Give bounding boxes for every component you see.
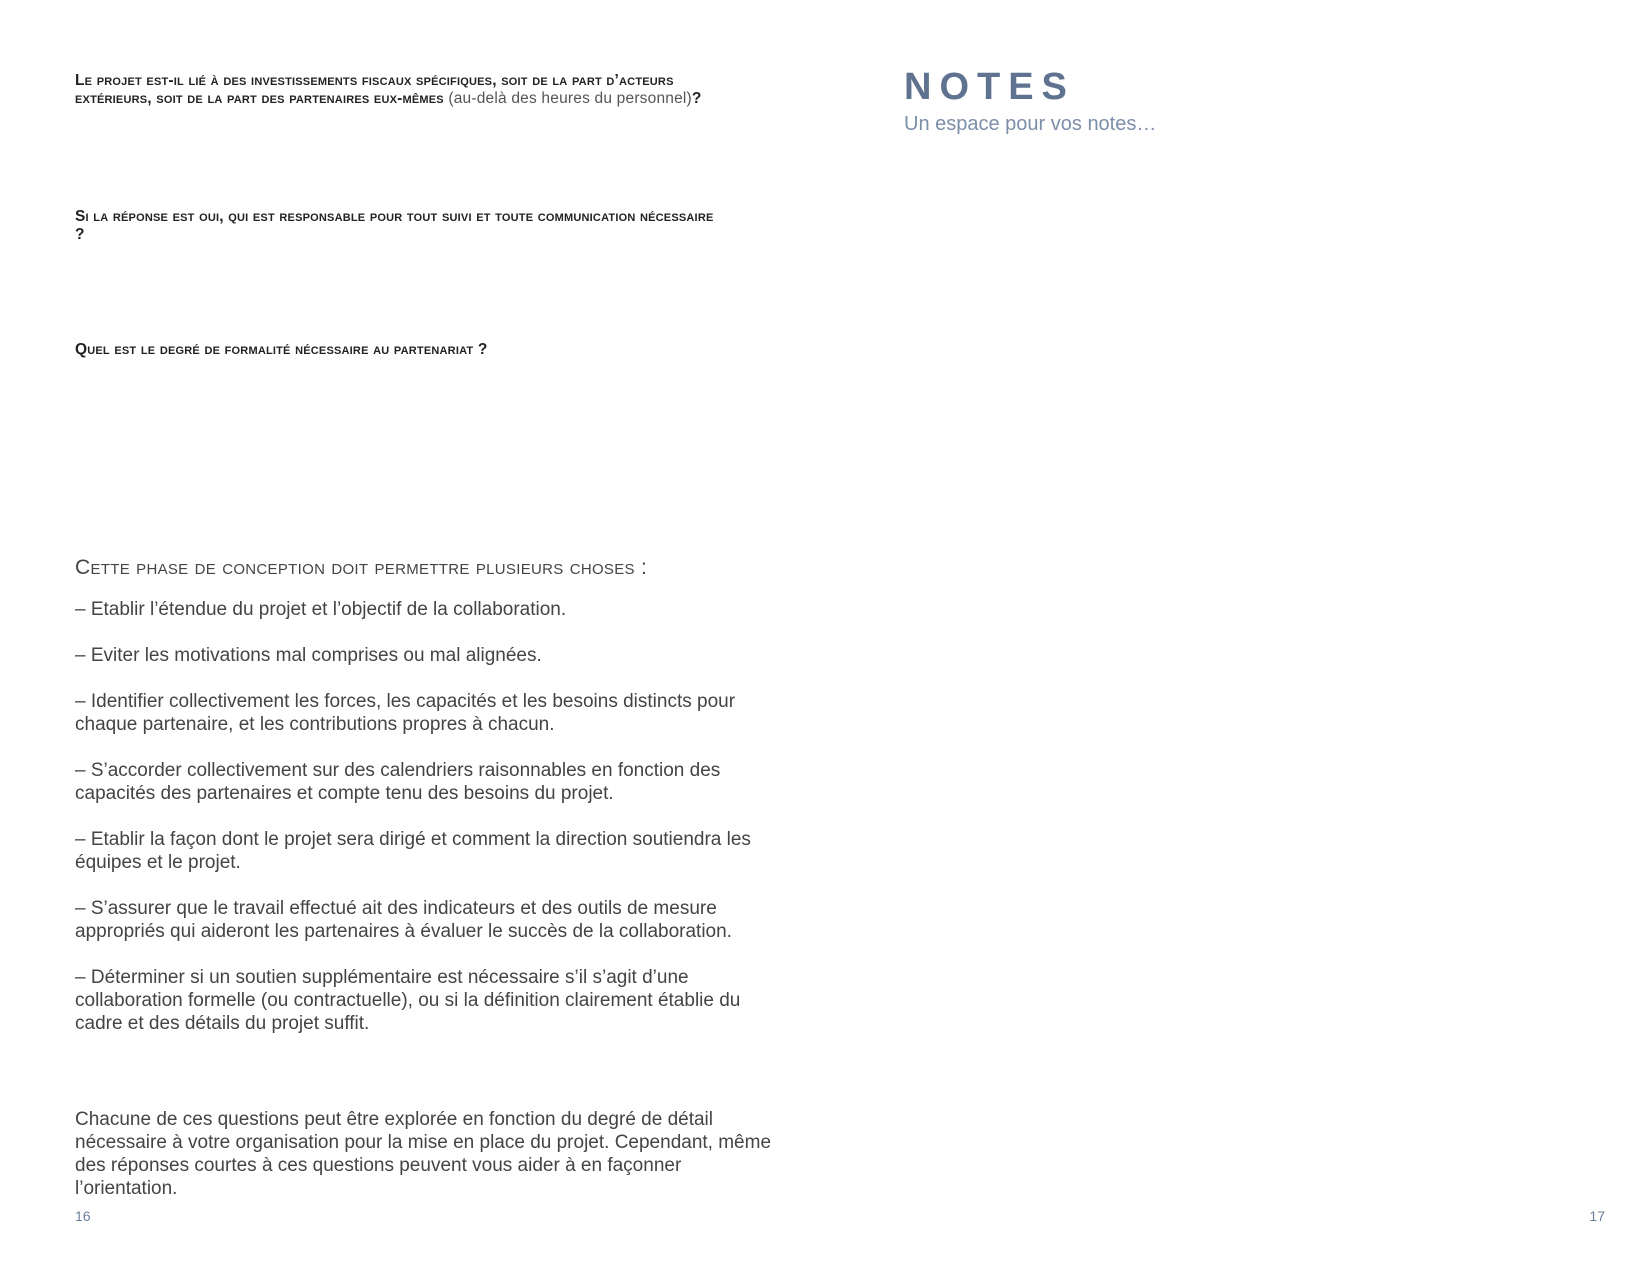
conception-goals-list xyxy=(75,598,775,1058)
list-item: – S’assurer que le travail effectué ait des indicateurs et des outils de mesure appropriés qui aideront les partenaires à évaluer le succès de la collaboration. xyxy=(75,898,732,942)
section-heading: Cette phase de conception doit permettre plusieurs choses : xyxy=(75,556,648,579)
notes-title: NOTES xyxy=(904,66,1075,108)
closing-paragraph: Chacune de ces questions peut être explorée en fonction du degré de détail nécessaire à votre organisation pour la mise en place du projet. Cependant, même des réponses courtes à ces questions peuvent vous aider à en façonner l’orientation. xyxy=(75,1109,772,1199)
list-item: – Etablir la façon dont le projet sera dirigé et comment la direction soutiendra les équipes et le projet. xyxy=(75,829,751,873)
question-note: (au-delà des heures du personnel) xyxy=(448,90,692,107)
list-item: – Eviter les motivations mal comprises ou mal alignées. xyxy=(75,645,542,666)
question-formality: Quel est le degré de formalité nécessaire au partenariat ? xyxy=(75,341,488,358)
question-text: Le projet est-il lié à des investissements fiscaux spécifiques, soit de la part d’acteurs extérieurs, soit de la part des partenaires eux-mêmes xyxy=(75,72,674,107)
list-item: – Identifier collectivement les forces, les capacités et les besoins distincts pour chaque partenaire, et les contributions propres à chacun. xyxy=(75,691,736,735)
page-number-right: 17 xyxy=(1589,1208,1605,1224)
list-item: – Etablir l’étendue du projet et l’objectif de la collaboration. xyxy=(75,599,567,620)
question-mark: ? xyxy=(691,90,702,107)
page-number-left: 16 xyxy=(75,1208,91,1224)
right-page xyxy=(825,0,1650,1275)
list-item: – S’accorder collectivement sur des calendriers raisonnables en fonction des capacités des partenaires et compte tenu des besoins du projet. xyxy=(75,760,721,804)
question-responsible: Si la réponse est oui, qui est responsable pour tout suivi et toute communication nécessaire ? xyxy=(75,208,714,243)
list-item: – Déterminer si un soutien supplémentaire est nécessaire s’il s’agit d’une collaboration formelle (ou contractuelle), ou si la définition clairement établie du cadre et des détails du projet suffit. xyxy=(75,967,741,1034)
notes-subtitle: Un espace pour vos notes… xyxy=(904,113,1157,135)
question-fiscal-investments xyxy=(75,72,715,108)
